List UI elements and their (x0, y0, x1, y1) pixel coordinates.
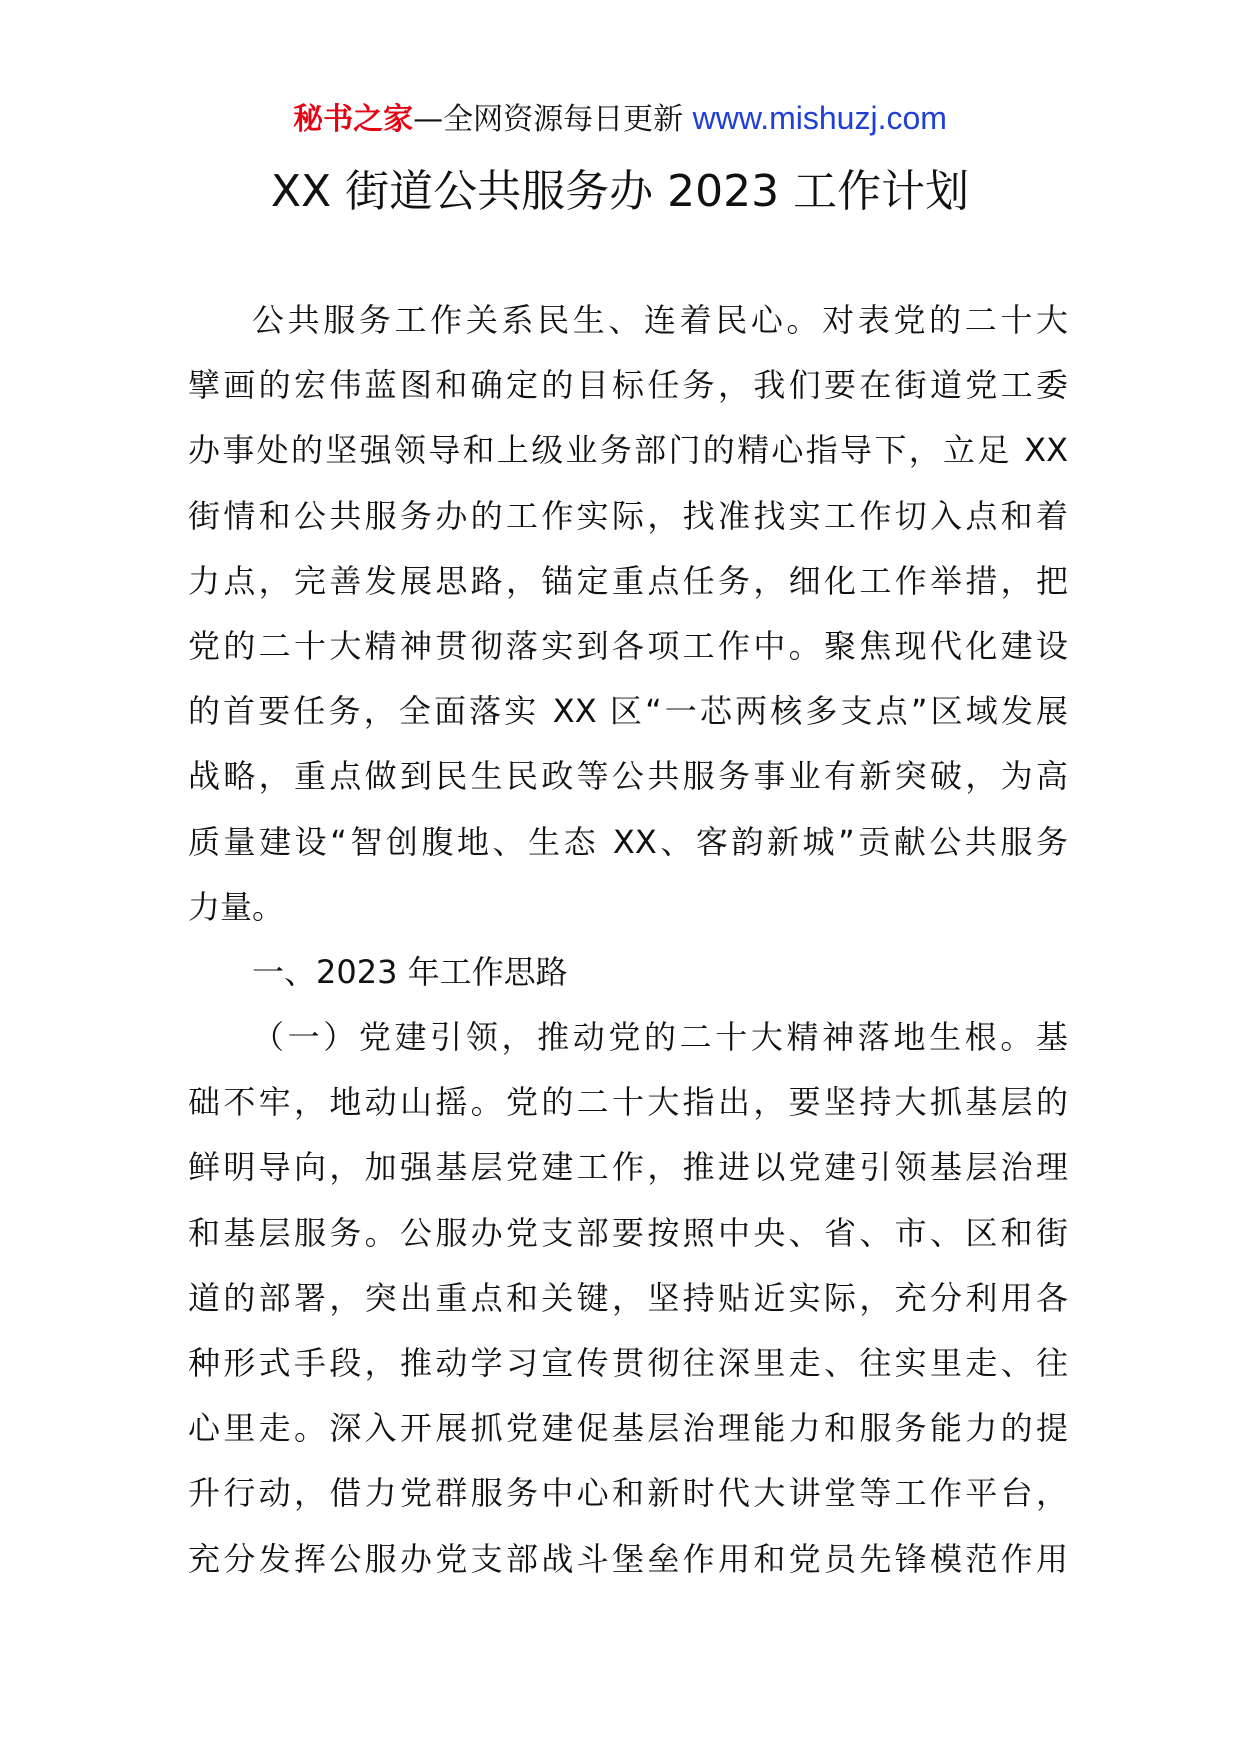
paragraph-line: 础不牢，地动山摇。党的二十大指出，要坚持大抓基层的 (188, 1083, 1068, 1122)
paragraph-line: 道的部署，突出重点和关键，坚持贴近实际，充分利用各 (188, 1278, 1068, 1317)
paragraph-line: 力量。 (188, 887, 285, 926)
document-title: XX 街道公共服务办 2023 工作计划 (270, 166, 970, 217)
section-heading: 一、2023 年工作思路 (252, 952, 568, 991)
paragraph-line: 种形式手段，推动学习宣传贯彻往深里走、往实里走、往 (188, 1344, 1068, 1382)
document-body (188, 288, 1068, 1592)
paragraph-line: 鲜明导向，加强基层党建工作，推进以党建引领基层治理 (188, 1148, 1068, 1187)
banner-brand: 秘书之家 (293, 102, 414, 137)
paragraph-line: 的首要任务，全面落实 XX 区“一芯两核多支点”区域发展 (188, 692, 1068, 731)
paragraph-line: 质量建设“智创腹地、生态 XX、客韵新城”贡献公共服务 (188, 822, 1068, 861)
paragraph-line: （一）党建引领，推动党的二十大精神落地生根。基 (252, 1018, 1068, 1057)
paragraph-line: 充分发挥公服办党支部战斗堡垒作用和党员先锋模范作用 (188, 1539, 1068, 1578)
paragraph-line: 公共服务工作关系民生、连着民心。对表党的二十大 (252, 301, 1068, 339)
paragraph-line: 升行动，借力党群服务中心和新时代大讲堂等工作平台， (188, 1474, 1068, 1513)
paragraph-line: 擘画的宏伟蓝图和确定的目标任务，我们要在街道党工委 (188, 366, 1068, 405)
paragraph-line: 战略，重点做到民生民政等公共服务事业有新突破，为高 (188, 757, 1068, 796)
paragraph-line: 街情和公共服务办的工作实际，找准找实工作切入点和着 (188, 496, 1068, 535)
paragraph-line: 力点，完善发展思路，锚定重点任务，细化工作举措，把 (188, 561, 1068, 600)
site-banner (0, 98, 1240, 140)
paragraph-line: 办事处的坚强领导和上级业务部门的精心指导下，立足 XX (188, 431, 1068, 470)
banner-slogan: —全网资源每日更新 (413, 102, 693, 137)
banner-url-link[interactable]: www.mishuzj.com (692, 100, 947, 136)
paragraph-line: 和基层服务。公服办党支部要按照中央、省、市、区和街 (188, 1213, 1068, 1252)
paragraph-line: 心里走。深入开展抓党建促基层治理能力和服务能力的提 (188, 1409, 1068, 1448)
paragraph-line: 党的二十大精神贯彻落实到各项工作中。聚焦现代化建设 (188, 626, 1068, 665)
